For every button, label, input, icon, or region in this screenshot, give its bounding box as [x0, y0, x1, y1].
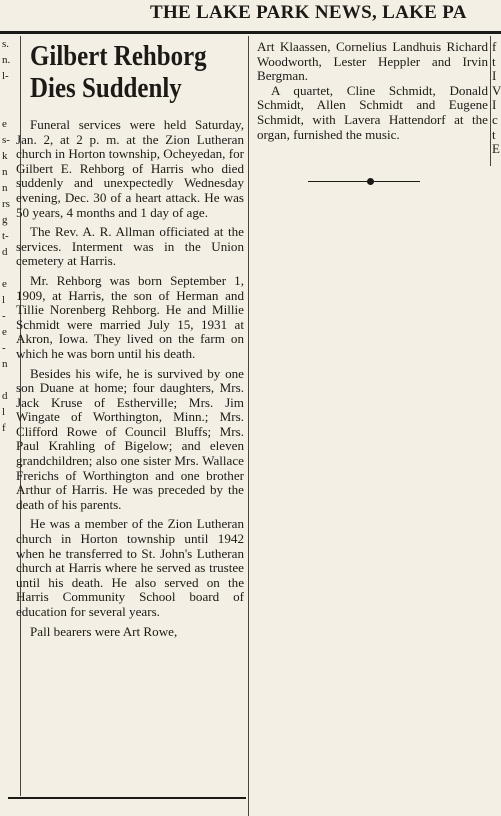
far-right-fragment: c — [492, 111, 498, 127]
left-edge-fragment: n — [2, 166, 8, 178]
left-edge-fragment: rs — [2, 198, 10, 210]
left-edge-fragment: n — [2, 182, 8, 194]
far-right-fragment: f — [492, 40, 497, 54]
left-edge-fragment: l — [2, 406, 6, 418]
left-edge-fragment: e — [2, 326, 7, 338]
column-rule-right — [490, 36, 491, 166]
left-edge-fragment: - — [2, 310, 6, 322]
left-edge-fragment: e — [2, 118, 7, 130]
left-edge-fragment: l- — [2, 70, 9, 82]
column-rule-middle — [248, 36, 249, 816]
far-right-fragment: I — [492, 97, 497, 113]
paragraph-music: A quartet, Cline Schmidt, Donald Schmidt, Allen Schmidt and Eugene Schmidt, with Lavera Hattendorf at the organ, furnished the music. — [257, 82, 488, 142]
left-edge-fragment: s. — [2, 38, 10, 50]
left-edge-fragment: g — [2, 214, 8, 226]
obituary-article — [16, 40, 244, 639]
paragraph-officiant: The Rev. A. R. Allman officiated at the services. Interment was in the Union cemetery at Harris. — [16, 224, 244, 269]
far-right-column — [492, 40, 501, 157]
far-right-fragment: t — [492, 53, 496, 69]
left-edge-fragment: k — [2, 150, 8, 162]
article-end-divider — [308, 181, 420, 182]
left-edge-fragment: n — [2, 358, 8, 370]
far-right-fragment: I — [492, 68, 497, 84]
left-edge-fragment: l — [2, 294, 6, 306]
far-right-fragment: E — [492, 141, 500, 157]
paragraph-pallbearers-cont: Art Klaassen, Cornelius Landhuis Richard Woodworth, Lester Heppler and Irvin Bergman. — [257, 39, 488, 84]
headline — [30, 40, 214, 104]
bottom-rule — [8, 797, 246, 799]
left-edge-fragment: s- — [2, 134, 10, 146]
paragraph-biography: Mr. Rehborg was born September 1, 1909, at Harris, the son of Herman and Tillie Norenberg Rehborg. He and Millie Schmidt were married July 15, 1931 at Akron, Iowa. They lived on the farm on which he was born until his death. — [16, 272, 244, 361]
divider-dot — [367, 178, 374, 185]
left-edge-fragment: - — [2, 342, 6, 354]
paragraph-church: He was a member of the Zion Lutheran church in Horton township until 1942 when he transferred to St. John's Lutheran church at Harris where he served as trustee until his death. He also served on the Harris Community School board of education for several years. — [16, 516, 244, 619]
article-body — [16, 118, 244, 644]
continuation-column — [257, 40, 488, 142]
headline-line-2: Dies Suddenly — [30, 72, 182, 104]
paragraph-pallbearers: Pall bearers were Art Rowe, — [30, 623, 178, 639]
left-edge-fragment: f — [2, 422, 6, 434]
masthead-rule — [0, 31, 501, 34]
left-edge-fragment: e — [2, 278, 7, 290]
masthead-title: THE LAKE PARK NEWS, LAKE PA — [150, 2, 467, 23]
left-edge-fragment: d — [2, 390, 8, 402]
far-right-fragment: V — [492, 82, 501, 98]
left-edge-fragment: t- — [2, 230, 9, 242]
paragraph-survivors: Besides his wife, he is survived by one son Duane at home; four daughters, Mrs. Jack Kruse of Estherville; Mrs. Jim Wingate of Worthington, Minn.; Mrs. Clifford Rowe of Council Bluffs; Mrs. Paul Krahling of Bigelow; and eleven grandchildren; also one sister Mrs. Wallace Frerichs of Worthington and one brother Arthur of Harris. He was preceded by the death of his parents. — [16, 365, 244, 512]
paragraph-funeral: Funeral services were held Saturday, Jan. 2, at 2 p. m. at the Zion Lutheran church in Horton township, Ocheyedan, for Gilbert E. Rehborg of Harris who died suddenly and unexpectedly Wednesday evening, Dec. 30 of a heart attack. He was 50 years, 4 months and 1 day of age. — [16, 117, 244, 220]
left-edge-fragment: n. — [2, 54, 11, 66]
headline-line-1: Gilbert Rehborg — [30, 40, 207, 72]
left-edge-fragment: d — [2, 246, 8, 258]
far-right-fragment: t — [492, 126, 496, 142]
